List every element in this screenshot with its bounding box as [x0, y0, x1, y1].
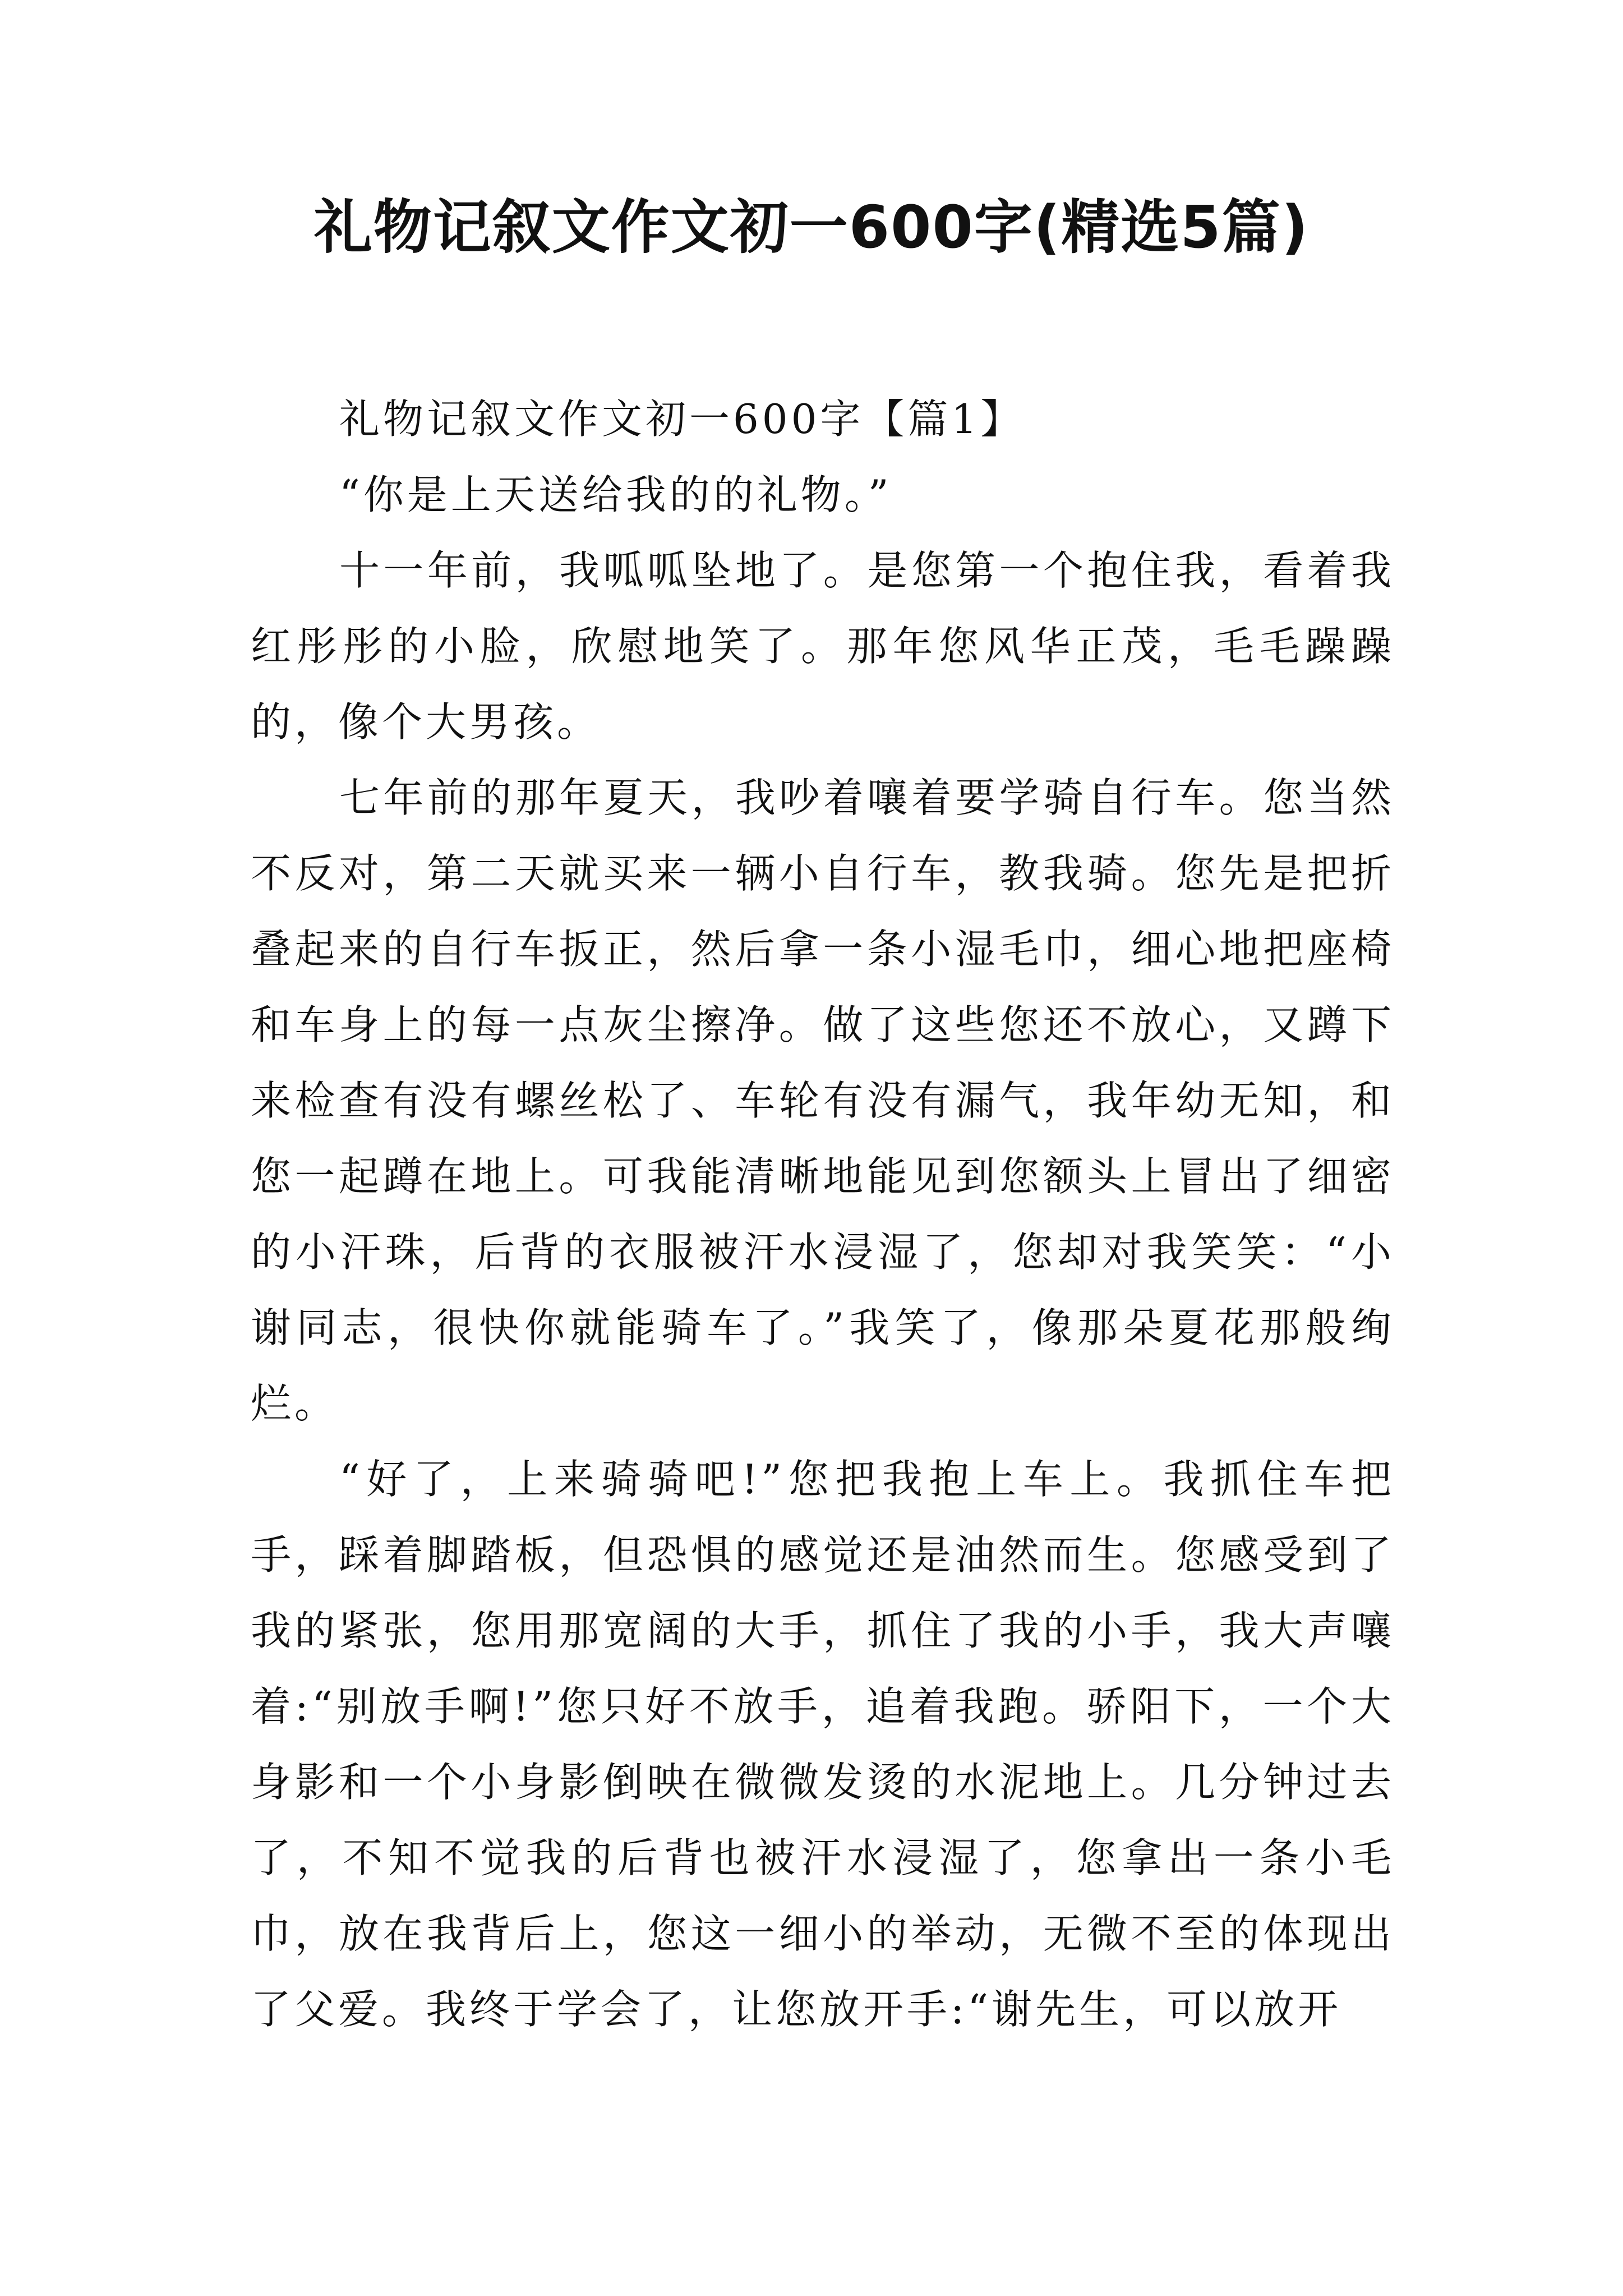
document-body	[251, 381, 1395, 2047]
paragraph: “好了，上来骑骑吧!”您把我抱上车上。我抓住车把手，踩着脚踏板，但恐惧的感觉还是油然而生。您感受到了我的紧张，您用那宽阔的大手，抓住了我的小手，我大声嚷着:“别放手啊!”您只好不放手，追着我跑。骄阳下，一个大身影和一个小身影倒映在微微发烫的水泥地上。几分钟过去了，不知不觉我的后背也被汗水浸湿了，您拿出一条小毛巾，放在我背后上，您这一细小的举动，无微不至的体现出了父爱。我终于学会了，让您放开手:“谢先生，可以放开	[251, 1456, 1395, 2033]
paragraph: 七年前的那年夏天，我吵着嚷着要学骑自行车。您当然不反对，第二天就买来一辆小自行车，教我骑。您先是把折叠起来的自行车扳正，然后拿一条小湿毛巾，细心地把座椅和车身上的每一点灰尘擦净。做了这些您还不放心，又蹲下来检查有没有螺丝松了、车轮有没有漏气，我年幼无知，和您一起蹲在地上。可我能清晰地能见到您额头上冒出了细密的小汗珠，后背的衣服被汗水浸湿了，您却对我笑笑：“小谢同志，很快你就能骑车了。”我笑了，像那朵夏花那般绚烂。	[251, 774, 1395, 1427]
section-heading: 礼物记叙文作文初一600字【篇1】	[339, 395, 1025, 443]
paragraph: 十一年前，我呱呱坠地了。是您第一个抱住我，看着我红彤彤的小脸，欣慰地笑了。那年您风华正茂，毛毛躁躁的，像个大男孩。	[251, 547, 1395, 746]
paragraph: “你是上天送给我的的礼物。”	[339, 471, 892, 518]
document-title: 礼物记叙文作文初一600字(精选5篇)	[313, 193, 1310, 261]
